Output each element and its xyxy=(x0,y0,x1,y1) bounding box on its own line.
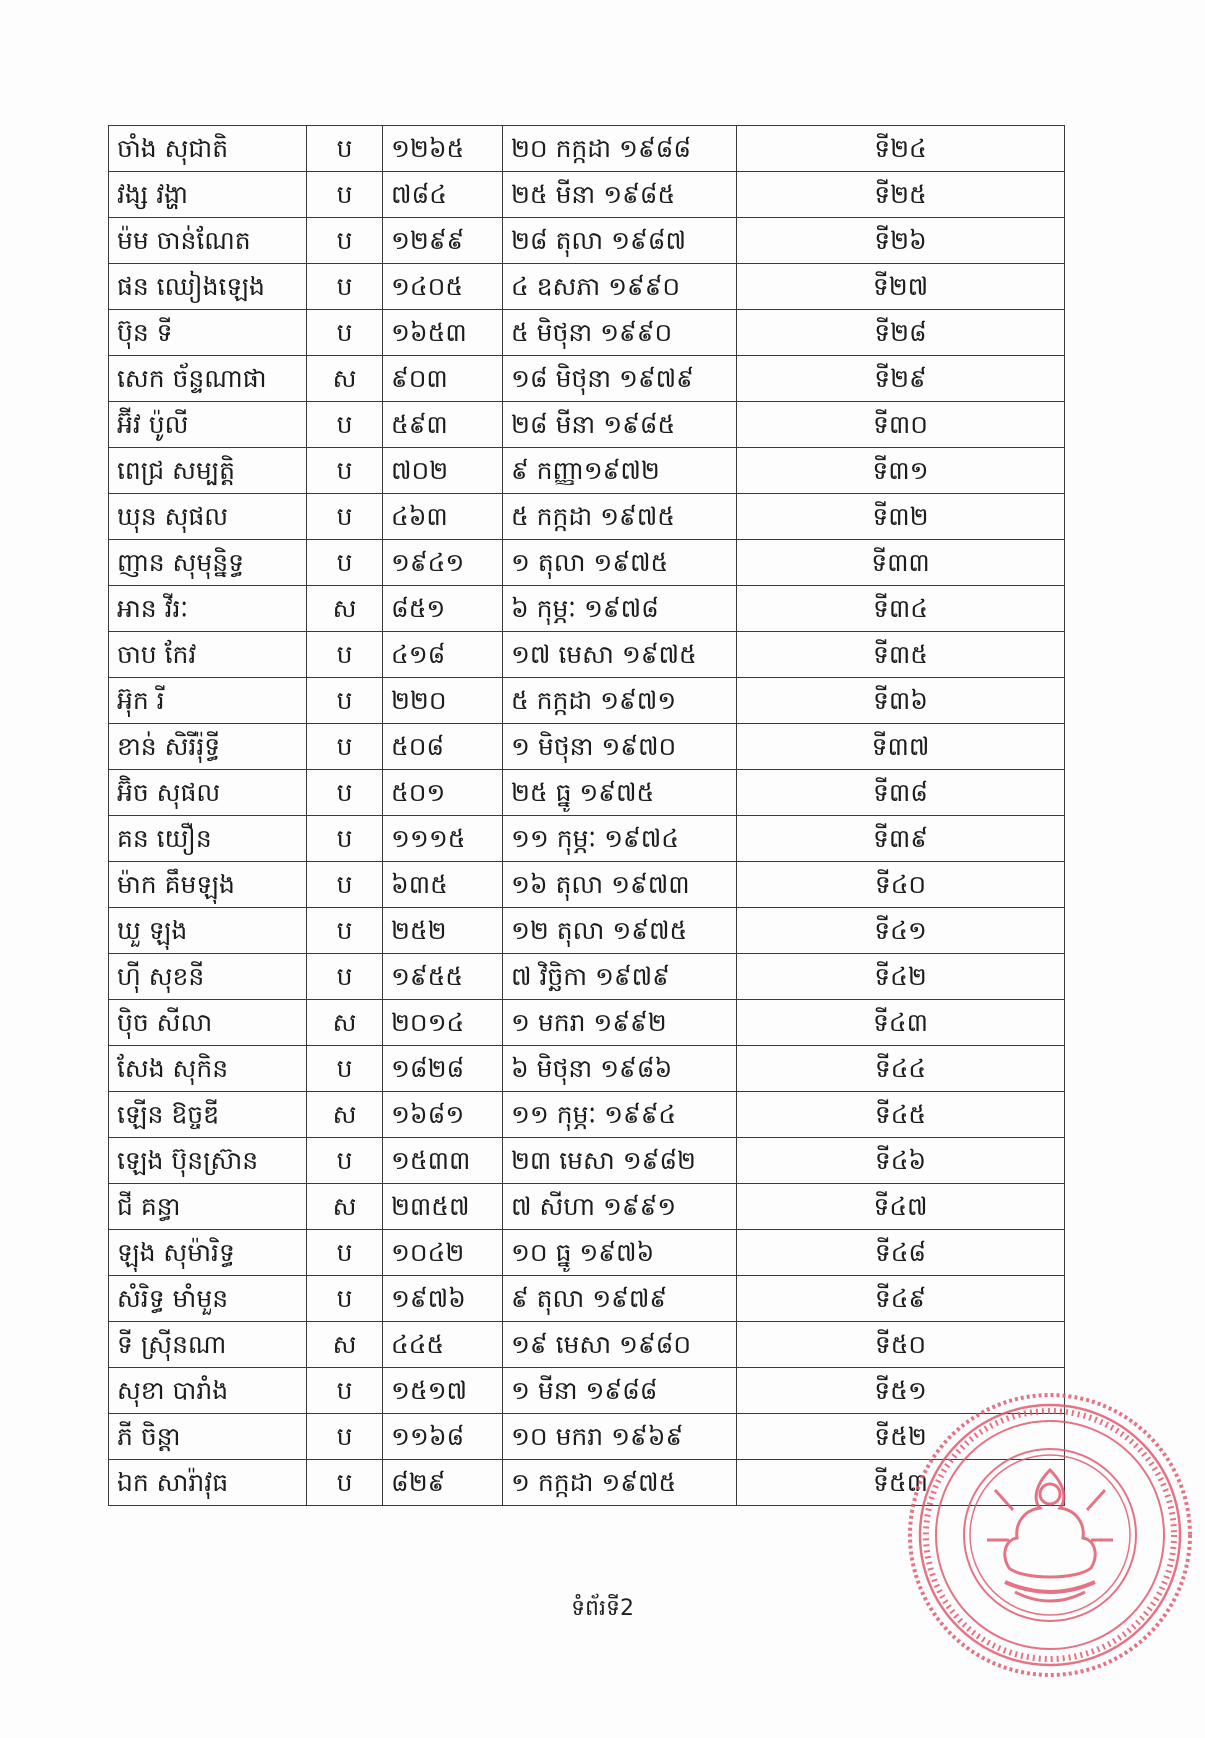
member-name-cell: សេក ច័ន្ទណាផា xyxy=(109,356,307,402)
registration-number-cell: ២៣៥៧ xyxy=(383,1184,503,1230)
registration-number-cell: ១៤០៥ xyxy=(383,264,503,310)
registration-number-cell: ១៥១៧ xyxy=(383,1368,503,1414)
gender-cell: ប xyxy=(307,862,383,908)
member-name-cell: សុខា បារាំង xyxy=(109,1368,307,1414)
rank-cell: ទី៥០ xyxy=(737,1322,1065,1368)
member-name-cell: ជី គន្ធា xyxy=(109,1184,307,1230)
date-cell: ២៣ មេសា ១៩៨២ xyxy=(503,1138,737,1184)
rank-cell: ទី៣២ xyxy=(737,494,1065,540)
registration-number-cell: ២០១៤ xyxy=(383,1000,503,1046)
table-row xyxy=(109,586,1065,632)
registration-number-cell: ១៦៥៣ xyxy=(383,310,503,356)
rank-cell: ទី២៤ xyxy=(737,126,1065,172)
registration-number-cell: ៥៩៣ xyxy=(383,402,503,448)
member-name-cell: ម៉ាក គឹមឡុង xyxy=(109,862,307,908)
member-name-cell: គន យឿន xyxy=(109,816,307,862)
date-cell: ៤ ឧសភា ១៩៩០ xyxy=(503,264,737,310)
table-row xyxy=(109,908,1065,954)
member-name-cell: ឡុង សុម៉ារិទ្ធ xyxy=(109,1230,307,1276)
roster-body xyxy=(109,126,1065,1506)
table-row xyxy=(109,1000,1065,1046)
registration-number-cell: ៥០៨ xyxy=(383,724,503,770)
rank-cell: ទី៣៤ xyxy=(737,586,1065,632)
member-name-cell: ទី ស្រ៊ីនណា xyxy=(109,1322,307,1368)
member-name-cell: ប៉ិច សីលា xyxy=(109,1000,307,1046)
table-row xyxy=(109,264,1065,310)
table-row xyxy=(109,1184,1065,1230)
gender-cell: ប xyxy=(307,448,383,494)
rank-cell: ទី៣១ xyxy=(737,448,1065,494)
gender-cell: ប xyxy=(307,724,383,770)
gender-cell: ប xyxy=(307,494,383,540)
table-row xyxy=(109,1322,1065,1368)
date-cell: ១១ កុម្ភៈ ១៩៩៤ xyxy=(503,1092,737,1138)
member-roster-table xyxy=(108,125,1065,1506)
table-row xyxy=(109,1138,1065,1184)
gender-cell: ស xyxy=(307,1000,383,1046)
registration-number-cell: ១៥៣៣ xyxy=(383,1138,503,1184)
registration-number-cell: ២៥២ xyxy=(383,908,503,954)
table-row xyxy=(109,724,1065,770)
rank-cell: ទី៣៧ xyxy=(737,724,1065,770)
registration-number-cell: ៧៨៤ xyxy=(383,172,503,218)
registration-number-cell: ១៩៥៥ xyxy=(383,954,503,1000)
page-number-label: ទំព័រទី2 xyxy=(571,1596,634,1621)
date-cell: ៦ កុម្ភៈ ១៩៧៨ xyxy=(503,586,737,632)
rank-cell: ទី៤៣ xyxy=(737,1000,1065,1046)
gender-cell: ស xyxy=(307,1322,383,1368)
gender-cell: ស xyxy=(307,586,383,632)
rank-cell: ទី២៨ xyxy=(737,310,1065,356)
registration-number-cell: ១២៦៥ xyxy=(383,126,503,172)
registration-number-cell: ៧០២ xyxy=(383,448,503,494)
rank-cell: ទី៥២ xyxy=(737,1414,1065,1460)
member-name-cell: ឃុន សុផល xyxy=(109,494,307,540)
date-cell: ៩ កញ្ញា១៩៧២ xyxy=(503,448,737,494)
gender-cell: ប xyxy=(307,632,383,678)
date-cell: ២៨ តុលា ១៩៨៧ xyxy=(503,218,737,264)
gender-cell: ប xyxy=(307,908,383,954)
registration-number-cell: ១៩៤១ xyxy=(383,540,503,586)
rank-cell: ទី៤៥ xyxy=(737,1092,1065,1138)
gender-cell: ប xyxy=(307,770,383,816)
rank-cell: ទី៣៦ xyxy=(737,678,1065,724)
rank-cell: ទី៤២ xyxy=(737,954,1065,1000)
table-row xyxy=(109,1230,1065,1276)
rank-cell: ទី៣៣ xyxy=(737,540,1065,586)
registration-number-cell: ១១១៥ xyxy=(383,816,503,862)
registration-number-cell: ៥០១ xyxy=(383,770,503,816)
gender-cell: ប xyxy=(307,540,383,586)
bar-association-seal-icon xyxy=(905,1390,1195,1680)
member-name-cell: ហ៊ី សុខនី xyxy=(109,954,307,1000)
registration-number-cell: ១៦៨១ xyxy=(383,1092,503,1138)
gender-cell: ប xyxy=(307,1414,383,1460)
rank-cell: ទី៣៥ xyxy=(737,632,1065,678)
registration-number-cell: ២២០ xyxy=(383,678,503,724)
table-row xyxy=(109,632,1065,678)
registration-number-cell: ៤៦៣ xyxy=(383,494,503,540)
registration-number-cell: ១៨២៨ xyxy=(383,1046,503,1092)
rank-cell: ទី២៥ xyxy=(737,172,1065,218)
date-cell: ១២ តុលា ១៩៧៥ xyxy=(503,908,737,954)
rank-cell: ទី២៧ xyxy=(737,264,1065,310)
date-cell: ១ តុលា ១៩៧៥ xyxy=(503,540,737,586)
date-cell: ២០ កក្កដា ១៩៨៨ xyxy=(503,126,737,172)
gender-cell: ប xyxy=(307,1276,383,1322)
rank-cell: ទី២៩ xyxy=(737,356,1065,402)
gender-cell: ស xyxy=(307,1092,383,1138)
date-cell: ១៩ មេសា ១៩៨០ xyxy=(503,1322,737,1368)
table-row xyxy=(109,1046,1065,1092)
date-cell: ១៨ មិថុនា ១៩៧៩ xyxy=(503,356,737,402)
member-name-cell: ម៉ម ចាន់ណែត xyxy=(109,218,307,264)
gender-cell: ប xyxy=(307,310,383,356)
registration-number-cell: ៨៥១ xyxy=(383,586,503,632)
date-cell: ១ មករា ១៩៩២ xyxy=(503,1000,737,1046)
rank-cell: ទី៤៦ xyxy=(737,1138,1065,1184)
registration-number-cell: ១២៩៩ xyxy=(383,218,503,264)
table-row xyxy=(109,862,1065,908)
member-name-cell: ខាន់ សិរីរ៉ុទ្ធី xyxy=(109,724,307,770)
date-cell: ២៨ មីនា ១៩៨៥ xyxy=(503,402,737,448)
table-row xyxy=(109,770,1065,816)
member-name-cell: សែង សុកិន xyxy=(109,1046,307,1092)
date-cell: ២៥ មីនា ១៩៨៥ xyxy=(503,172,737,218)
member-name-cell: ចាប កែវ xyxy=(109,632,307,678)
gender-cell: ប xyxy=(307,172,383,218)
date-cell: ៧ សីហា ១៩៩១ xyxy=(503,1184,737,1230)
member-name-cell: ផន ឈៀងឡេង xyxy=(109,264,307,310)
rank-cell: ទី៣៨ xyxy=(737,770,1065,816)
table-row xyxy=(109,494,1065,540)
registration-number-cell: ១៩៧៦ xyxy=(383,1276,503,1322)
table-row xyxy=(109,678,1065,724)
table-row xyxy=(109,310,1065,356)
member-name-cell: ប៊ុន ទី xyxy=(109,310,307,356)
rank-cell: ទី៣៩ xyxy=(737,816,1065,862)
date-cell: ១១ កុម្ភៈ ១៩៧៤ xyxy=(503,816,737,862)
rank-cell: ទី៤៩ xyxy=(737,1276,1065,1322)
registration-number-cell: ៤៤៥ xyxy=(383,1322,503,1368)
date-cell: ២៥ ធ្នូ ១៩៧៥ xyxy=(503,770,737,816)
table-row xyxy=(109,172,1065,218)
registration-number-cell: ១១៦៨ xyxy=(383,1414,503,1460)
member-name-cell: វង្ស វង្ហា xyxy=(109,172,307,218)
gender-cell: ស xyxy=(307,1184,383,1230)
table-row xyxy=(109,1092,1065,1138)
registration-number-cell: ៤១៨ xyxy=(383,632,503,678)
member-name-cell: ញាន សុមុន្និទ្ធ xyxy=(109,540,307,586)
date-cell: ១០ មករា ១៩៦៩ xyxy=(503,1414,737,1460)
date-cell: ៦ មិថុនា ១៩៨៦ xyxy=(503,1046,737,1092)
date-cell: ១៦ តុលា ១៩៧៣ xyxy=(503,862,737,908)
rank-cell: ទី៥១ xyxy=(737,1368,1065,1414)
gender-cell: ប xyxy=(307,1046,383,1092)
date-cell: ១៧ មេសា ១៩៧៥ xyxy=(503,632,737,678)
member-name-cell: ឯក សារ៉ាវុធ xyxy=(109,1460,307,1506)
date-cell: ១ កក្កដា ១៩៧៥ xyxy=(503,1460,737,1506)
gender-cell: ប xyxy=(307,126,383,172)
date-cell: ១ មីនា ១៩៨៨ xyxy=(503,1368,737,1414)
rank-cell: ទី៣០ xyxy=(737,402,1065,448)
rank-cell: ទី៥៣ xyxy=(737,1460,1065,1506)
gender-cell: ប xyxy=(307,1460,383,1506)
registration-number-cell: ៨២៩ xyxy=(383,1460,503,1506)
table-row xyxy=(109,448,1065,494)
member-name-cell: ពេជ្រ សម្បត្តិ xyxy=(109,448,307,494)
table-row xyxy=(109,1276,1065,1322)
member-name-cell: អាន វីរៈ xyxy=(109,586,307,632)
table-row xyxy=(109,218,1065,264)
member-name-cell: ឡើន ឱច្ចឌី xyxy=(109,1092,307,1138)
gender-cell: ប xyxy=(307,218,383,264)
table-row xyxy=(109,816,1065,862)
member-name-cell: សំរិទ្ធ មាំមួន xyxy=(109,1276,307,1322)
member-name-cell: ឡេង ប៊ុនស្រ៊ាន xyxy=(109,1138,307,1184)
gender-cell: ប xyxy=(307,816,383,862)
rank-cell: ទី៤៧ xyxy=(737,1184,1065,1230)
member-name-cell: អ៊ុក រី xyxy=(109,678,307,724)
table-row xyxy=(109,540,1065,586)
date-cell: ១ មិថុនា ១៩៧០ xyxy=(503,724,737,770)
gender-cell: ប xyxy=(307,264,383,310)
member-name-cell: ឃួ ឡុង xyxy=(109,908,307,954)
date-cell: ៥ កក្កដា ១៩៧១ xyxy=(503,678,737,724)
gender-cell: ប xyxy=(307,954,383,1000)
member-name-cell: ចាំង សុជាតិ xyxy=(109,126,307,172)
table-row xyxy=(109,126,1065,172)
table-row xyxy=(109,402,1065,448)
rank-cell: ទី៤០ xyxy=(737,862,1065,908)
member-name-cell: អ៊ិច សុផល xyxy=(109,770,307,816)
registration-number-cell: ៩០៣ xyxy=(383,356,503,402)
gender-cell: ប xyxy=(307,1368,383,1414)
gender-cell: ប xyxy=(307,678,383,724)
gender-cell: ប xyxy=(307,1230,383,1276)
table-row xyxy=(109,356,1065,402)
rank-cell: ទី៤៤ xyxy=(737,1046,1065,1092)
gender-cell: ស xyxy=(307,356,383,402)
gender-cell: ប xyxy=(307,1138,383,1184)
rank-cell: ទី២៦ xyxy=(737,218,1065,264)
member-name-cell: អ៊ីវ ប៉ូលី xyxy=(109,402,307,448)
date-cell: ១០ ធ្នូ ១៩៧៦ xyxy=(503,1230,737,1276)
date-cell: ៥ កក្កដា ១៩៧៥ xyxy=(503,494,737,540)
rank-cell: ទី៤១ xyxy=(737,908,1065,954)
date-cell: ៧ វិច្ឆិកា ១៩៧៩ xyxy=(503,954,737,1000)
member-name-cell: ភី ចិន្តា xyxy=(109,1414,307,1460)
gender-cell: ប xyxy=(307,402,383,448)
registration-number-cell: ៦៣៥ xyxy=(383,862,503,908)
date-cell: ៥ មិថុនា ១៩៩០ xyxy=(503,310,737,356)
rank-cell: ទី៤៨ xyxy=(737,1230,1065,1276)
date-cell: ៩ តុលា ១៩៧៩ xyxy=(503,1276,737,1322)
registration-number-cell: ១០៤២ xyxy=(383,1230,503,1276)
table-row xyxy=(109,954,1065,1000)
